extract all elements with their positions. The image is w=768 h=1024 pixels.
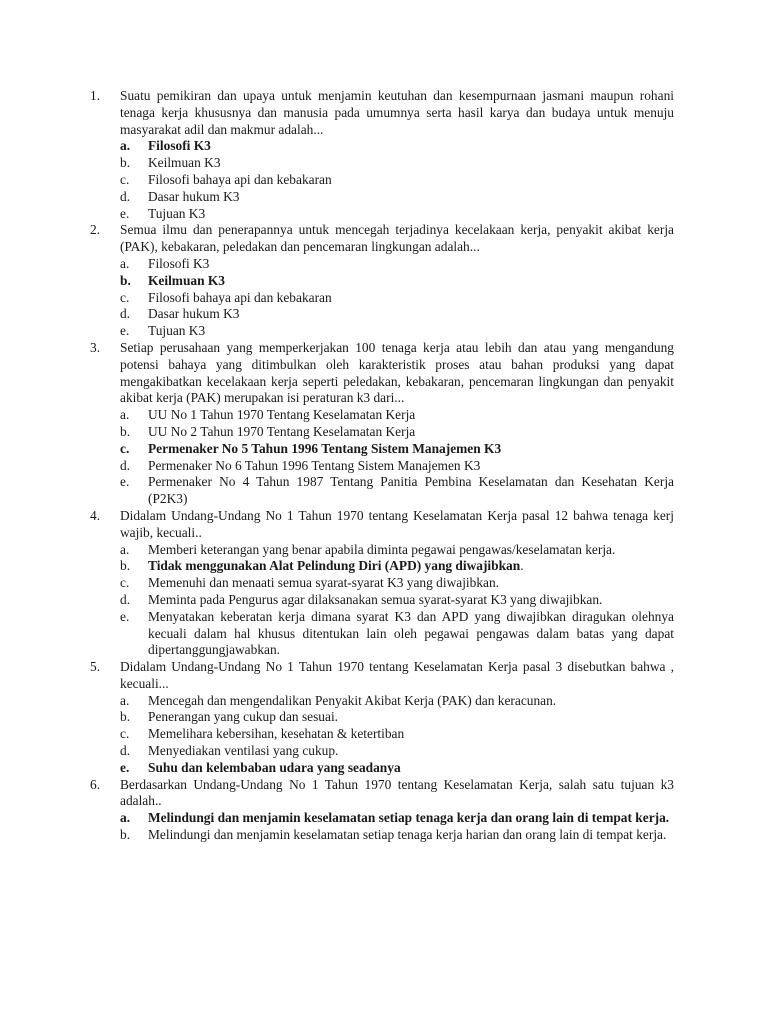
option-label: Filosofi K3 [148, 255, 210, 271]
option-label: Dasar hukum K3 [148, 188, 240, 204]
question-body [120, 222, 674, 340]
option-label: Memenuhi dan menaati semua syarat-syarat K3 yang diwajibkan. [148, 575, 500, 591]
option-letter: d. [120, 188, 131, 204]
option-text [148, 138, 674, 155]
option-label: Filosofi bahaya api dan kebakaran [148, 289, 332, 305]
question-body [120, 777, 674, 844]
answer-option [120, 542, 674, 559]
option-letter: a. [120, 407, 130, 423]
answer-option [120, 458, 674, 475]
answer-option [120, 760, 674, 777]
option-letter: e. [120, 759, 130, 775]
answer-option [120, 558, 674, 575]
answer-option [120, 172, 674, 189]
answer-option [120, 256, 674, 273]
option-text [148, 575, 674, 592]
option-label: Filosofi bahaya api dan kebakaran [148, 171, 332, 187]
option-text [148, 172, 674, 189]
option-letter: b. [120, 423, 131, 439]
answer-option [120, 155, 674, 172]
option-text [148, 323, 674, 340]
answer-option [120, 206, 674, 223]
question-number: 2. [90, 222, 101, 238]
question-text: Semua ilmu dan penerapannya untuk mencegah terjadinya kecelakaan kerja, penyakit akibat kerja (PAK), kebakaran, peledakan dan pencemaran lingkungan adalah... [120, 222, 674, 255]
option-text [148, 709, 674, 726]
option-label: Keilmuan K3 [148, 155, 221, 171]
question-body [120, 659, 674, 777]
option-text [148, 726, 674, 743]
correct-answer-text: Keilmuan K3 [148, 272, 226, 288]
option-letter: d. [120, 457, 131, 473]
correct-answer-text: Tidak menggunakan Alat Pelindung Diri (APD) yang diwajibkan [148, 558, 521, 574]
question-number: 4. [90, 507, 101, 523]
question-text: Didalam Undang-Undang No 1 Tahun 1970 tentang Keselamatan Kerja pasal 12 bahwa tenaga kerj wajib, kecuali.. [120, 507, 674, 540]
option-label: Memberi keterangan yang benar apabila diminta pegawai pengawas/keselamatan kerja. [148, 541, 616, 557]
answer-option [120, 827, 674, 844]
question-2 [90, 222, 674, 340]
option-letter: b. [120, 558, 131, 574]
option-letter: d. [120, 743, 131, 759]
answer-option [120, 592, 674, 609]
option-letter: a. [120, 255, 130, 271]
option-suffix: . [520, 558, 524, 574]
question-3 [90, 340, 674, 508]
option-text [148, 424, 674, 441]
answer-option [120, 474, 674, 508]
answer-option [120, 424, 674, 441]
option-letter: a. [120, 810, 131, 826]
answer-option [120, 743, 674, 760]
question-body [120, 88, 674, 222]
question-text: Didalam Undang-Undang No 1 Tahun 1970 tentang Keselamatan Kerja pasal 3 disebutkan bahwa , kecuali... [120, 659, 674, 691]
option-letter: c. [120, 440, 130, 456]
option-letter: a. [120, 692, 130, 708]
option-letter: c. [120, 726, 130, 742]
option-letter: d. [120, 591, 131, 607]
option-label: Mencegah dan mengendalikan Penyakit Akibat Kerja (PAK) dan keracunan. [148, 692, 557, 708]
option-label: Meminta pada Pengurus agar dilaksanakan semua syarat-syarat K3 yang diwajibkan. [148, 591, 603, 607]
option-label: Tujuan K3 [148, 323, 206, 339]
option-label: Memelihara kebersihan, kesehatan & ketertiban [148, 726, 405, 742]
option-label: Tujuan K3 [148, 205, 206, 221]
option-label: Menyediakan ventilasi yang cukup. [148, 743, 339, 759]
answer-option [120, 138, 674, 155]
option-letter: c. [120, 289, 130, 305]
option-text [148, 760, 674, 777]
option-text [148, 827, 674, 844]
option-label: UU No 2 Tahun 1970 Tentang Keselamatan Kerja [148, 423, 416, 439]
answer-option [120, 575, 674, 592]
option-text [148, 693, 674, 710]
option-text [148, 290, 674, 307]
option-letter: b. [120, 827, 131, 843]
option-text [148, 609, 674, 659]
option-text [148, 256, 674, 273]
answer-option [120, 441, 674, 458]
option-label: Permenaker No 4 Tahun 1987 Tentang Panitia Pembina Keselamatan dan Kesehatan Kerja (P2K3) [148, 474, 674, 507]
answer-option [120, 810, 674, 827]
answer-option [120, 290, 674, 307]
option-text [148, 810, 674, 827]
correct-answer-text: Filosofi K3 [148, 138, 211, 154]
option-text [148, 542, 674, 559]
question-body [120, 508, 674, 659]
answer-option [120, 407, 674, 424]
option-text [148, 407, 674, 424]
question-5 [90, 659, 674, 777]
option-text [148, 441, 674, 458]
option-letter: b. [120, 709, 131, 725]
question-1 [90, 88, 674, 222]
correct-answer-text: Permenaker No 5 Tahun 1996 Tentang Sistem Manajemen K3 [148, 440, 502, 456]
option-letter: e. [120, 323, 130, 339]
option-label: Melindungi dan menjamin keselamatan setiap tenaga kerja harian dan orang lain di tempat kerja. [148, 827, 667, 843]
option-text [148, 273, 674, 290]
option-label: Dasar hukum K3 [148, 306, 240, 322]
question-number: 5. [90, 659, 101, 675]
answer-option [120, 273, 674, 290]
option-text [148, 155, 674, 172]
option-label: Permenaker No 6 Tahun 1996 Tentang Sistem Manajemen K3 [148, 457, 481, 473]
option-text [148, 458, 674, 475]
answer-option [120, 726, 674, 743]
option-letter: e. [120, 474, 130, 490]
question-text: Suatu pemikiran dan upaya untuk menjamin keutuhan dan kesempurnaan jasmani maupun rohani tenaga kerja khususnya dan manusia pada umumnya serta hasil karya dan budaya untuk menuju masyarakat adil dan makmur adalah... [120, 88, 674, 137]
option-letter: e. [120, 608, 130, 624]
question-6 [90, 777, 674, 844]
option-text [148, 189, 674, 206]
answer-option [120, 323, 674, 340]
question-body [120, 340, 674, 508]
option-letter: c. [120, 171, 130, 187]
option-label: Penerangan yang cukup dan sesuai. [148, 709, 339, 725]
option-letter: a. [120, 541, 130, 557]
option-letter: b. [120, 155, 131, 171]
question-text: Berdasarkan Undang-Undang No 1 Tahun 1970 tentang Keselamatan Kerja, salah satu tujuan k3 adalah.. [120, 776, 674, 809]
answer-option [120, 609, 674, 659]
option-letter: b. [120, 272, 131, 288]
answer-option [120, 306, 674, 323]
correct-answer-text: Melindungi dan menjamin keselamatan setiap tenaga kerja dan orang lain di tempat kerja. [148, 810, 670, 826]
option-text [148, 743, 674, 760]
answer-option [120, 709, 674, 726]
option-text [148, 558, 674, 575]
option-letter: c. [120, 575, 130, 591]
question-list [90, 88, 674, 844]
option-text [148, 474, 674, 508]
option-letter: d. [120, 306, 131, 322]
answer-option [120, 693, 674, 710]
option-label: UU No 1 Tahun 1970 Tentang Keselamatan Kerja [148, 407, 416, 423]
option-letter: e. [120, 205, 130, 221]
option-text [148, 306, 674, 323]
option-letter: a. [120, 138, 131, 154]
correct-answer-text: Suhu dan kelembaban udara yang seadanya [148, 759, 401, 775]
question-number: 3. [90, 339, 101, 355]
option-text [148, 592, 674, 609]
option-label: Menyatakan keberatan kerja dimana syarat K3 dan APD yang diwajibkan diragukan olehnya kecuali dalam hal khusus ditentukan lain oleh pegawai pengawas dalam batas yang dapat dipertanggungjawabkan. [148, 608, 674, 658]
option-text [148, 206, 674, 223]
answer-option [120, 189, 674, 206]
question-number: 6. [90, 776, 101, 792]
question-4 [90, 508, 674, 659]
question-number: 1. [90, 88, 101, 103]
question-text: Setiap perusahaan yang memperkerjakan 100 tenaga kerja atau lebih dan atau yang mengandung potensi bahaya yang ditimbulkan oleh karakteristik proses atau bahan produksi yang dapat mengakibatkan kecelakaan kerja seperti peledakan, kebakaran, pencemaran lingkungan dan penyakit akibat kerja (PAK) merupakan isi peraturan k3 dari... [120, 339, 674, 406]
